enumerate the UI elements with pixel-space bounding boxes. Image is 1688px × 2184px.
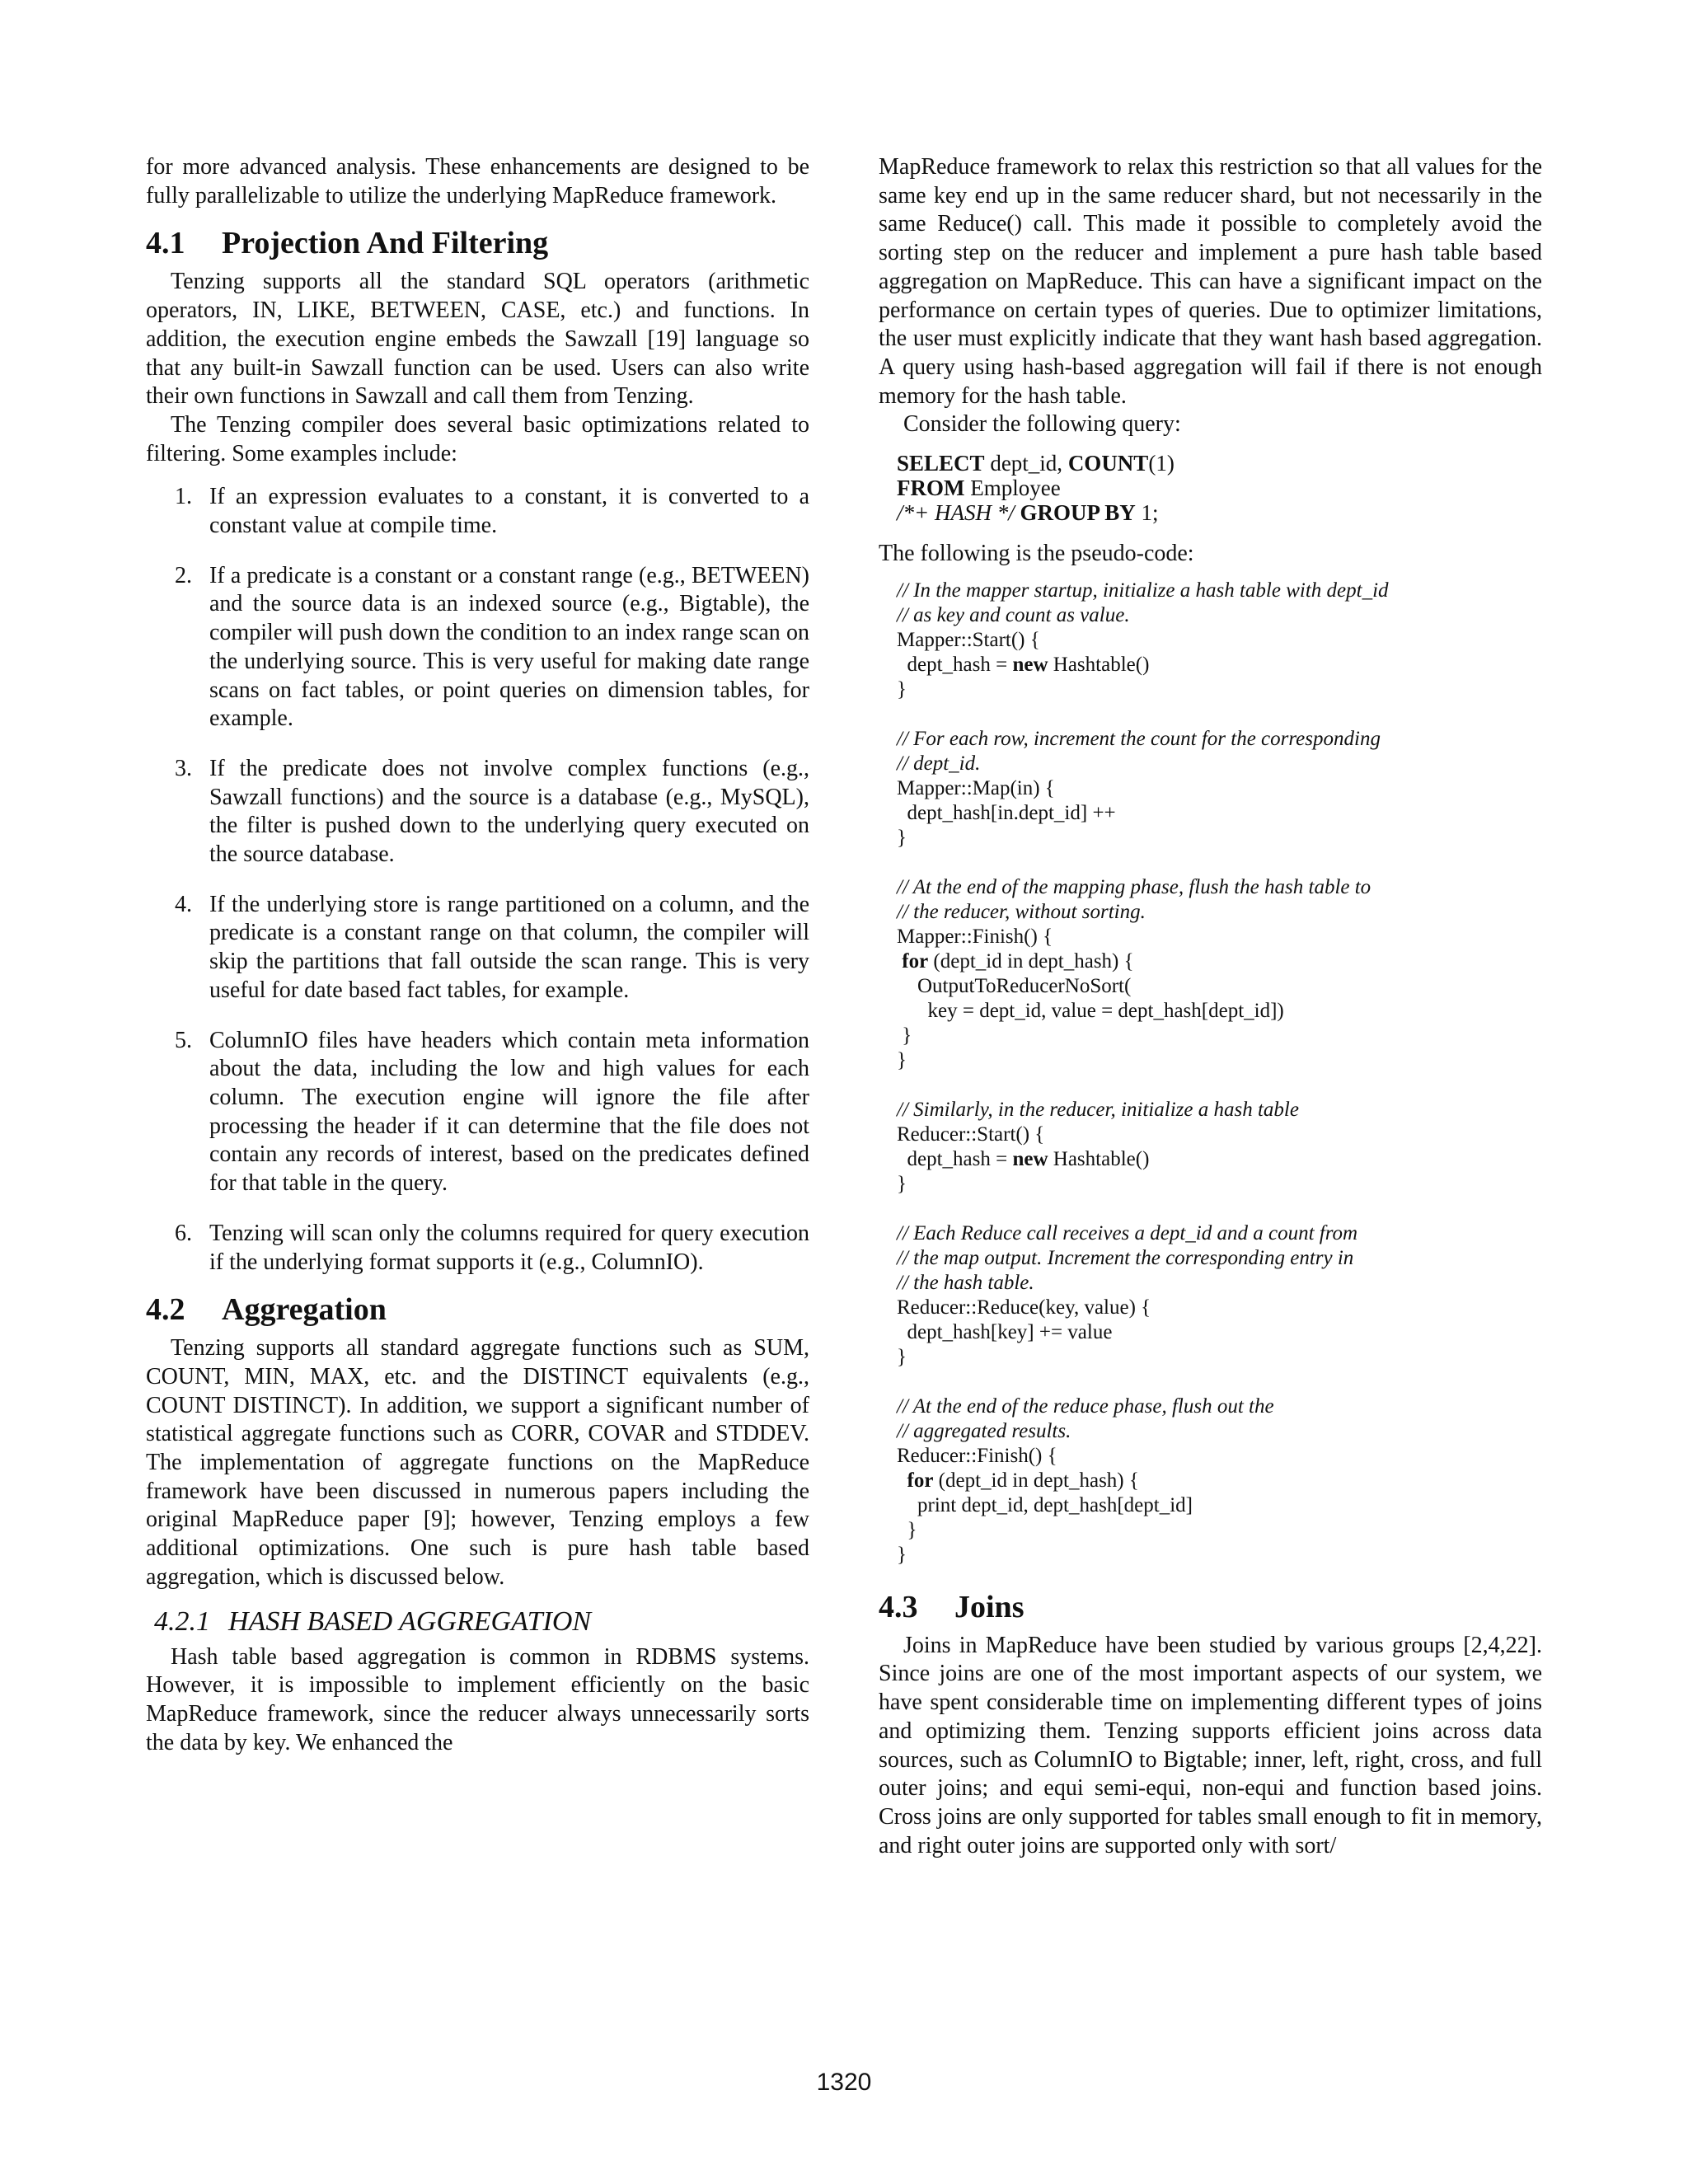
section-number: 4.1: [146, 226, 185, 261]
list-number: 3.: [175, 755, 192, 781]
code-line: }: [897, 1024, 912, 1047]
pseudo-code-block: [897, 579, 1542, 1568]
code-keyword: for: [897, 1469, 934, 1492]
section-4-1-heading: [146, 225, 809, 261]
list-number: 5.: [175, 1027, 192, 1053]
code-line: [897, 949, 1542, 974]
code-line: }: [897, 1518, 917, 1541]
right-column: [879, 153, 1542, 1860]
code-text: (dept_id in dept_hash) {: [928, 949, 1134, 972]
list-text: ColumnIO files have headers which contain meta information about the data, including the low and high values for each column. The execution engine will ignore the file after processing the header if it can determine that the file does not contain any records of interest, based on the predicates defined for that table in the query.: [209, 1027, 809, 1197]
sql-hint: /*+ HASH */: [897, 500, 1015, 526]
code-line: Reducer::Start() {: [897, 1122, 1045, 1146]
code-keyword: new: [1012, 1147, 1048, 1170]
code-comment: // the hash table.: [897, 1271, 1034, 1294]
code-comment: // as key and count as value.: [897, 603, 1130, 626]
list-item: [146, 891, 809, 1005]
list-text: If the underlying store is range partitioned on a column, and the predicate is a constant range on that column, the compiler will skip the partitions that fall outside the scan range. This is very useful for date based fact tables, for example.: [209, 891, 809, 1003]
code-line: }: [897, 677, 907, 701]
sql-text: (1): [1148, 451, 1175, 476]
optimization-list: [146, 483, 809, 1277]
paragraph: MapReduce framework to relax this restriction so that all values for the same key end up in the same reducer shard, but not necessarily in the same Reduce() call. This made it possible to completely avoid the sorting step on the reducer and implement a pure hash table based aggregation on MapReduce. This can have a significant impact on the performance on certain types of queries. Due to optimizer limitations, the user must explicitly indicate that they want hash based aggregation. A query using hash-based aggregation will fail if there is not enough memory for the hash table.: [879, 154, 1542, 409]
list-number: 6.: [175, 1220, 192, 1246]
sql-keyword: GROUP BY: [1014, 500, 1136, 526]
list-number: 1.: [175, 484, 192, 510]
code-text: (dept_id in dept_hash) {: [933, 1469, 1139, 1492]
code-comment: // In the mapper startup, initialize a hash table with dept_id: [897, 579, 1389, 602]
left-column: [146, 153, 809, 1757]
list-item: [146, 483, 809, 540]
sql-keyword: SELECT: [897, 451, 985, 476]
code-line: }: [897, 1543, 907, 1566]
sql-text: 1;: [1135, 500, 1159, 526]
code-comment: // aggregated results.: [897, 1419, 1071, 1442]
paragraph: The Tenzing compiler does several basic optimizations related to filtering. Some examples include:: [146, 411, 809, 466]
paragraph: Tenzing supports all standard aggregate functions such as SUM, COUNT, MIN, MAX, etc. and the DISTINCT equivalents (e.g., COUNT DISTINCT). In addition, we support a significant number of statistical aggregate functions such as CORR, COVAR and STDDEV. The implementation of aggregate functions on the MapReduce framework have been discussed in numerous papers including the original MapReduce paper [9]; however, Tenzing employs a few additional optimizations. One such is pure hash table based aggregation, which is discussed below.: [146, 1335, 809, 1590]
code-line: OutputToReducerNoSort(: [897, 974, 1132, 997]
paragraph: Tenzing supports all the standard SQL operators (arithmetic operators, IN, LIKE, BETWEEN, CASE, etc.) and functions. In addition, the execution engine embeds the Sawzall [19] language so that any built-in Sawzall function can be used. Users can also write their own functions in Sawzall and call them from Tenzing.: [146, 269, 809, 410]
code-line: }: [897, 1048, 907, 1071]
list-item: [146, 1220, 809, 1277]
code-comment: // the map output. Increment the corresponding entry in: [897, 1246, 1354, 1269]
subsection-title: HASH BASED AGGREGATION: [228, 1605, 592, 1637]
code-text: Hashtable(): [1048, 1147, 1150, 1170]
subsection-4-2-1-heading: [154, 1605, 809, 1638]
code-line: [897, 1147, 1542, 1172]
code-comment: // At the end of the reduce phase, flush out the: [897, 1394, 1274, 1418]
code-line: Mapper::Finish() {: [897, 925, 1053, 948]
list-number: 4.: [175, 891, 192, 917]
page-number: 1320: [816, 2069, 872, 2096]
code-comment: // For each row, increment the count for the corresponding: [897, 727, 1381, 750]
list-item: [146, 1027, 809, 1198]
paragraph: Joins in MapReduce have been studied by various groups [2,4,22]. Since joins are one of the most important aspects of our system, we have spent considerable time on implementing different types of joins and optimizing them. Tenzing supports efficient joins across data sources, such as ColumnIO to Bigtable; inner, left, right, cross, and full outer joins; and equi semi-equi, non-equi and function based joins. Cross joins are only supported for tables small enough to fit in memory, and right outer joins are supported only with sort/: [879, 1632, 1542, 1858]
list-item: [146, 755, 809, 869]
code-keyword: for: [897, 949, 929, 972]
code-line: Reducer::Reduce(key, value) {: [897, 1296, 1151, 1319]
sql-query: [897, 451, 1542, 525]
list-item: [146, 562, 809, 733]
list-number: 2.: [175, 562, 192, 588]
code-line: key = dept_id, value = dept_hash[dept_id]): [897, 999, 1284, 1022]
sql-text: dept_id,: [984, 451, 1068, 476]
intro-paragraph: for more advanced analysis. These enhancements are designed to be fully parallelizable to utilize the underlying MapReduce framework.: [146, 154, 809, 209]
list-text: If an expression evaluates to a constant, it is converted to a constant value at compile time.: [209, 484, 809, 539]
code-keyword: new: [1012, 653, 1048, 676]
sql-keyword: COUNT: [1067, 451, 1149, 476]
list-text: If a predicate is a constant or a constant range (e.g., BETWEEN) and the source data is an indexed source (e.g., Bigtable), the compiler will push down the condition to an index range scan on the underlying source. This is very useful for making date range scans on fact tables, or point queries on dimension tables, for example.: [209, 562, 809, 732]
code-line: print dept_id, dept_hash[dept_id]: [897, 1493, 1193, 1516]
section-4-3-heading: [879, 1589, 1542, 1625]
code-comment: // At the end of the mapping phase, flush the hash table to: [897, 875, 1372, 898]
paragraph: Hash table based aggregation is common in RDBMS systems. However, it is impossible to implement efficiently on the basic MapReduce framework, since the reducer always unnecessarily sorts the data by key. We enhanced the: [146, 1643, 809, 1755]
section-4-2-heading: [146, 1291, 809, 1328]
code-line: [897, 1469, 1542, 1493]
code-comment: // Each Reduce call receives a dept_id and a count from: [897, 1221, 1358, 1244]
code-line: Reducer::Finish() {: [897, 1444, 1057, 1467]
section-number: 4.3: [879, 1589, 918, 1624]
section-title: Projection And Filtering: [222, 226, 549, 261]
code-line: }: [897, 1172, 907, 1195]
code-line: }: [897, 826, 907, 849]
section-title: Aggregation: [222, 1292, 387, 1328]
code-comment: // dept_id.: [897, 752, 981, 775]
paragraph: Consider the following query:: [903, 411, 1181, 438]
code-line: dept_hash[in.dept_id] ++: [897, 801, 1116, 824]
sql-keyword: FROM: [897, 476, 965, 501]
code-line: dept_hash[key] += value: [897, 1320, 1113, 1343]
code-text: dept_hash =: [897, 1147, 1013, 1170]
section-number: 4.2: [146, 1292, 185, 1328]
code-line: [897, 653, 1542, 677]
code-line: Mapper::Map(in) {: [897, 776, 1055, 799]
code-text: dept_hash =: [897, 653, 1013, 676]
code-text: Hashtable(): [1048, 653, 1150, 676]
code-line: }: [897, 1345, 907, 1368]
subsection-number: 4.2.1: [154, 1605, 210, 1637]
list-text: Tenzing will scan only the columns required for query execution if the underlying format supports it (e.g., ColumnIO).: [209, 1220, 809, 1275]
section-title: Joins: [954, 1589, 1025, 1624]
sql-text: Employee: [964, 476, 1061, 501]
list-text: If the predicate does not involve complex functions (e.g., Sawzall functions) and the source is a database (e.g., MySQL), the filter is pushed down to the underlying query executed on the source database.: [209, 755, 809, 868]
code-comment: // the reducer, without sorting.: [897, 900, 1146, 923]
code-comment: // Similarly, in the reducer, initialize a hash table: [897, 1098, 1299, 1121]
code-line: Mapper::Start() {: [897, 628, 1040, 651]
paragraph: The following is the pseudo-code:: [879, 541, 1194, 567]
